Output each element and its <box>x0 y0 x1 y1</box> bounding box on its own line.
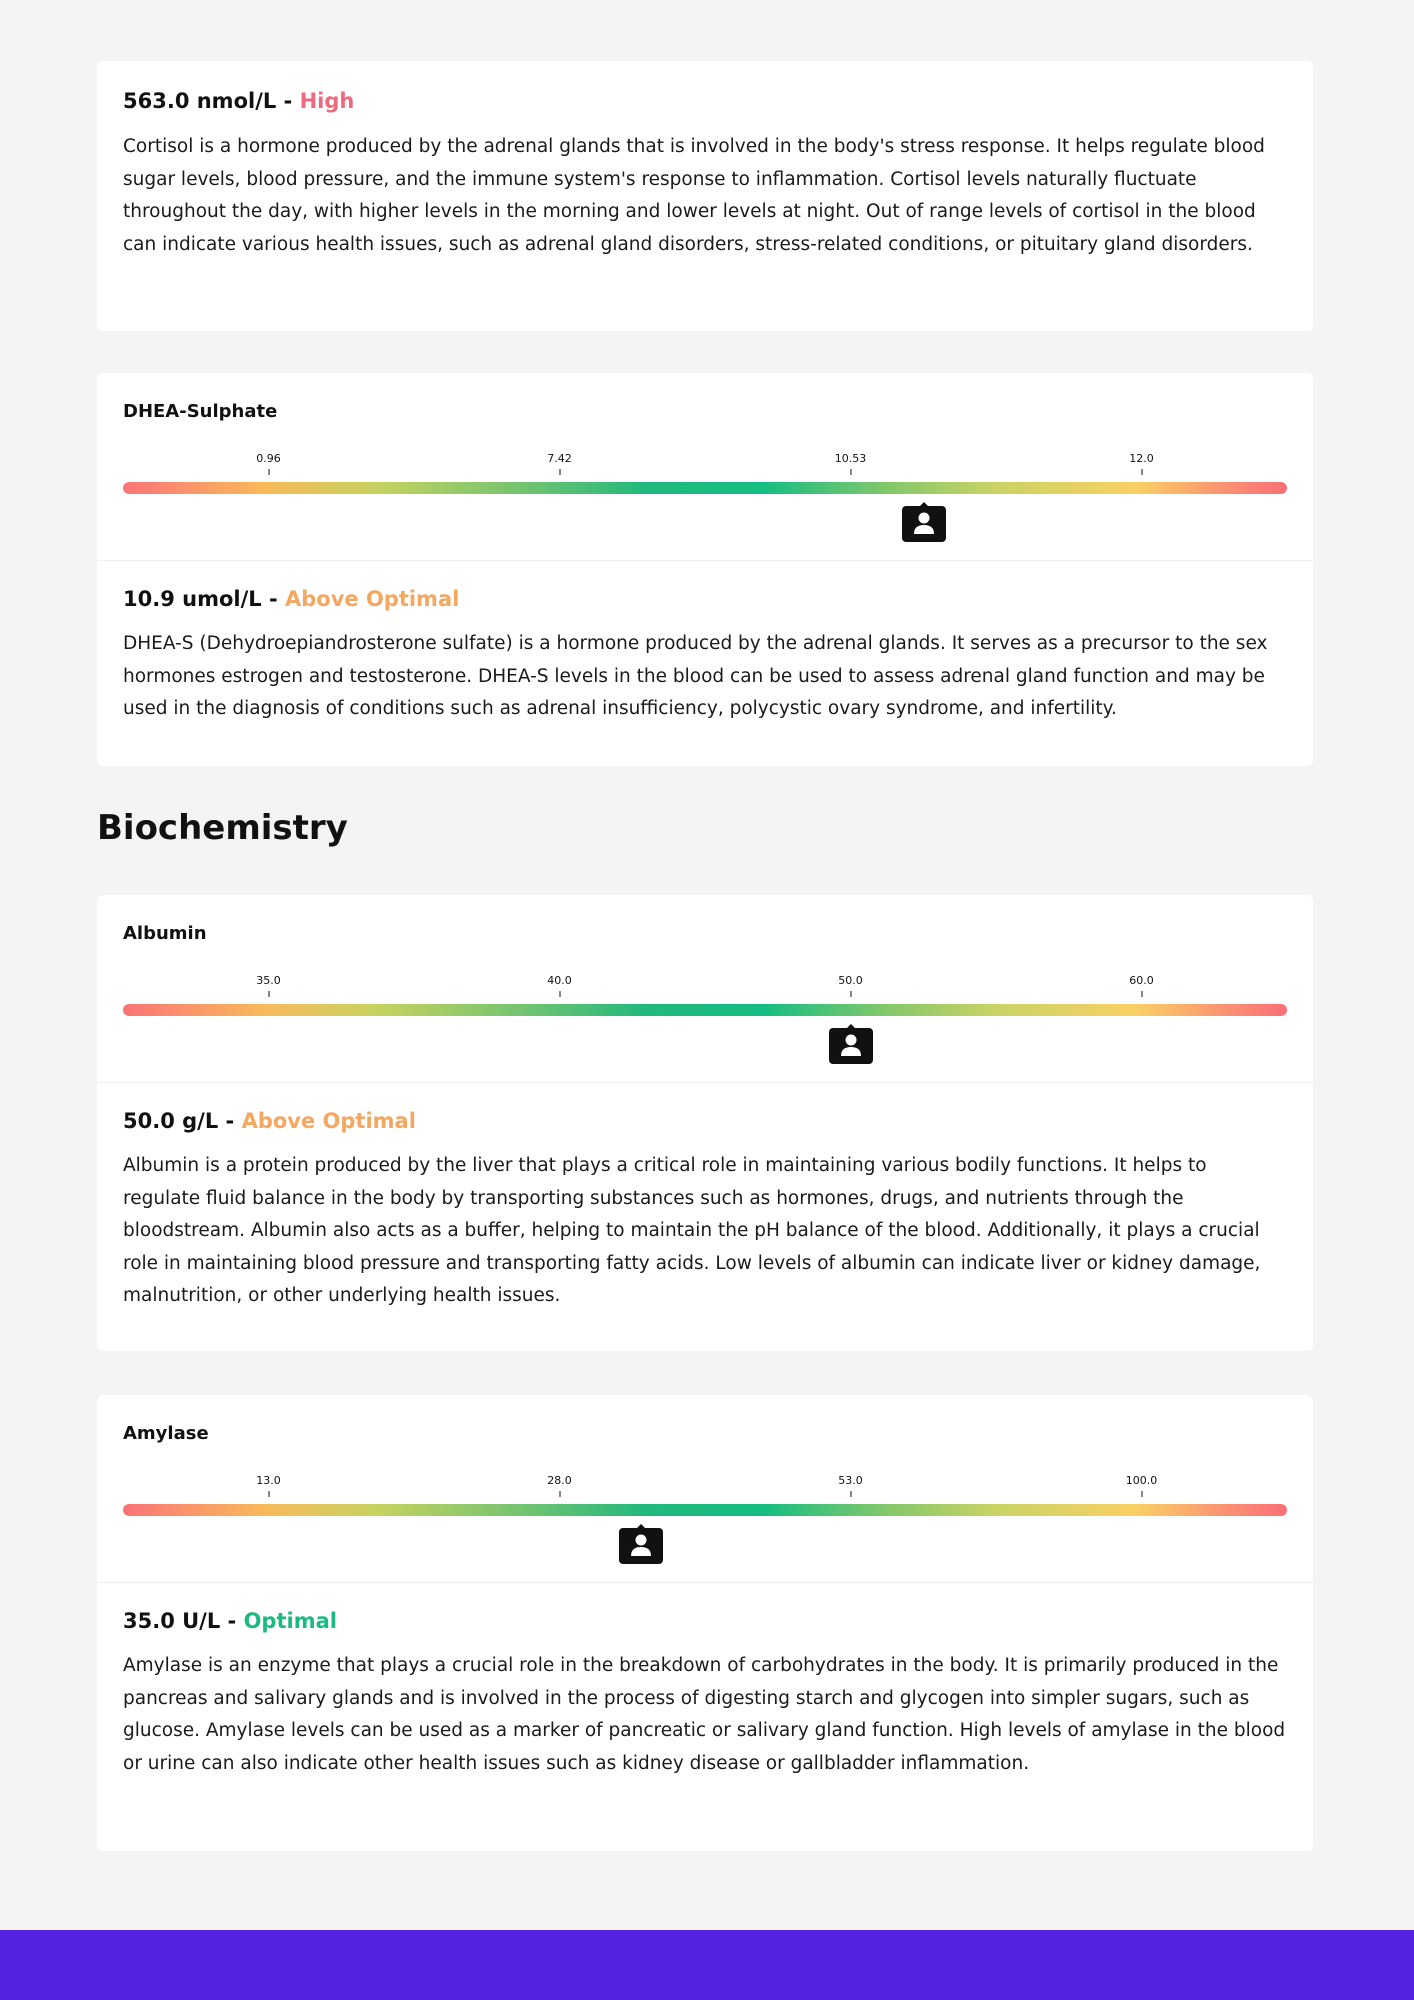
albumin-tick-label: 35.0 <box>256 974 281 987</box>
dhea-tick-label: 7.42 <box>547 452 572 465</box>
albumin-title: Albumin <box>123 923 207 944</box>
cortisol-description: Cortisol is a hormone produced by the adrenal glands that is involved in the body's stress response. It helps regulate blood sugar levels, blood pressure, and the immune system's response to inflammation. Cortisol levels naturally fluctuate throughout the day, with higher levels in the morning and lower levels at night. Out of range levels of cortisol in the blood can indicate various health issues, such as adrenal gland disorders, stress-related conditions, or pituitary gland disorders. <box>123 136 1265 255</box>
dhea-value: 10.9 umol/L <box>123 587 262 611</box>
amylase-user-marker-icon <box>619 1524 663 1564</box>
amylase-result <box>123 1609 337 1633</box>
amylase-separator: - <box>220 1609 244 1633</box>
albumin-range-bar <box>123 1004 1287 1016</box>
albumin-user-marker-icon <box>829 1024 873 1064</box>
amylase-range-scale <box>123 1474 1287 1574</box>
albumin-description: Albumin is a protein produced by the liver that plays a critical role in maintaining various bodily functions. It helps to regulate fluid balance in the body by transporting substances such as hormones, drugs, and nutrients through the bloodstream. Albumin also acts as a buffer, helping to maintain the pH balance of the blood. Additionally, it plays a crucial role in maintaining blood pressure and transporting fatty acids. Low levels of albumin can indicate liver or kidney damage, malnutrition, or other underlying health issues. <box>123 1155 1261 1306</box>
dhea-result <box>123 587 459 611</box>
amylase-tick-mark <box>268 1491 269 1497</box>
dhea-title: DHEA-Sulphate <box>123 401 278 422</box>
dhea-separator: - <box>261 587 285 611</box>
albumin-tick-mark <box>268 991 269 997</box>
cortisol-separator: - <box>276 89 300 113</box>
amylase-tick-label: 53.0 <box>838 1474 863 1487</box>
albumin-tick-mark <box>1141 991 1142 997</box>
albumin-tick-label: 40.0 <box>547 974 572 987</box>
dhea-tick-mark <box>268 469 269 475</box>
dhea-tick-label: 12.0 <box>1129 452 1154 465</box>
albumin-result <box>123 1109 416 1133</box>
cortisol-card <box>97 61 1313 331</box>
amylase-tick-label: 100.0 <box>1125 1474 1158 1487</box>
dhea-tick-mark <box>1141 469 1142 475</box>
section-heading-biochemistry: Biochemistry <box>97 808 348 848</box>
dhea-tick-label: 0.96 <box>256 452 281 465</box>
dhea-tick-mark <box>850 469 851 475</box>
albumin-tick-label: 60.0 <box>1129 974 1154 987</box>
dhea-card <box>97 373 1313 766</box>
albumin-tick-mark <box>850 991 851 997</box>
albumin-status: Above Optimal <box>241 1109 416 1133</box>
dhea-divider <box>97 560 1313 561</box>
amylase-card <box>97 1395 1313 1851</box>
albumin-tick-label: 50.0 <box>838 974 863 987</box>
dhea-range-scale <box>123 452 1287 552</box>
amylase-range-bar <box>123 1504 1287 1516</box>
amylase-tick-mark <box>1141 1491 1142 1497</box>
dhea-description: DHEA-S (Dehydroepiandrosterone sulfate) is a hormone produced by the adrenal glands. It serves as a precursor to the sex hormones estrogen and testosterone. DHEA-S levels in the blood can be used to assess adrenal gland function and may be used in the diagnosis of conditions such as adrenal insufficiency, polycystic ovary syndrome, and infertility. <box>123 633 1268 719</box>
albumin-tick-mark <box>559 991 560 997</box>
amylase-tick-mark <box>850 1491 851 1497</box>
amylase-tick-label: 13.0 <box>256 1474 281 1487</box>
amylase-title: Amylase <box>123 1423 209 1444</box>
albumin-range-scale <box>123 974 1287 1074</box>
amylase-divider <box>97 1582 1313 1583</box>
footer-bar <box>0 1930 1414 2000</box>
dhea-tick-mark <box>559 469 560 475</box>
albumin-divider <box>97 1082 1313 1083</box>
cortisol-status: High <box>299 89 355 113</box>
amylase-value: 35.0 U/L <box>123 1609 221 1633</box>
amylase-tick-mark <box>559 1491 560 1497</box>
amylase-description: Amylase is an enzyme that plays a crucial role in the breakdown of carbohydrates in the body. It is primarily produced in the pancreas and salivary glands and is involved in the process of digesting starch and glycogen into simpler sugars, such as glucose. Amylase levels can be used as a marker of pancreatic or salivary gland function. High levels of amylase in the blood or urine can also indicate other health issues such as kidney disease or gallbladder inflammation. <box>123 1655 1286 1774</box>
dhea-status: Above Optimal <box>284 587 460 611</box>
albumin-separator: - <box>218 1109 242 1133</box>
cortisol-value: 563.0 nmol/L <box>123 89 277 113</box>
amylase-tick-label: 28.0 <box>547 1474 572 1487</box>
dhea-range-bar <box>123 482 1287 494</box>
dhea-tick-label: 10.53 <box>834 452 867 465</box>
albumin-card <box>97 895 1313 1351</box>
dhea-user-marker-icon <box>902 502 946 542</box>
cortisol-result <box>123 89 354 113</box>
amylase-status: Optimal <box>243 1609 337 1633</box>
albumin-value: 50.0 g/L <box>123 1109 219 1133</box>
